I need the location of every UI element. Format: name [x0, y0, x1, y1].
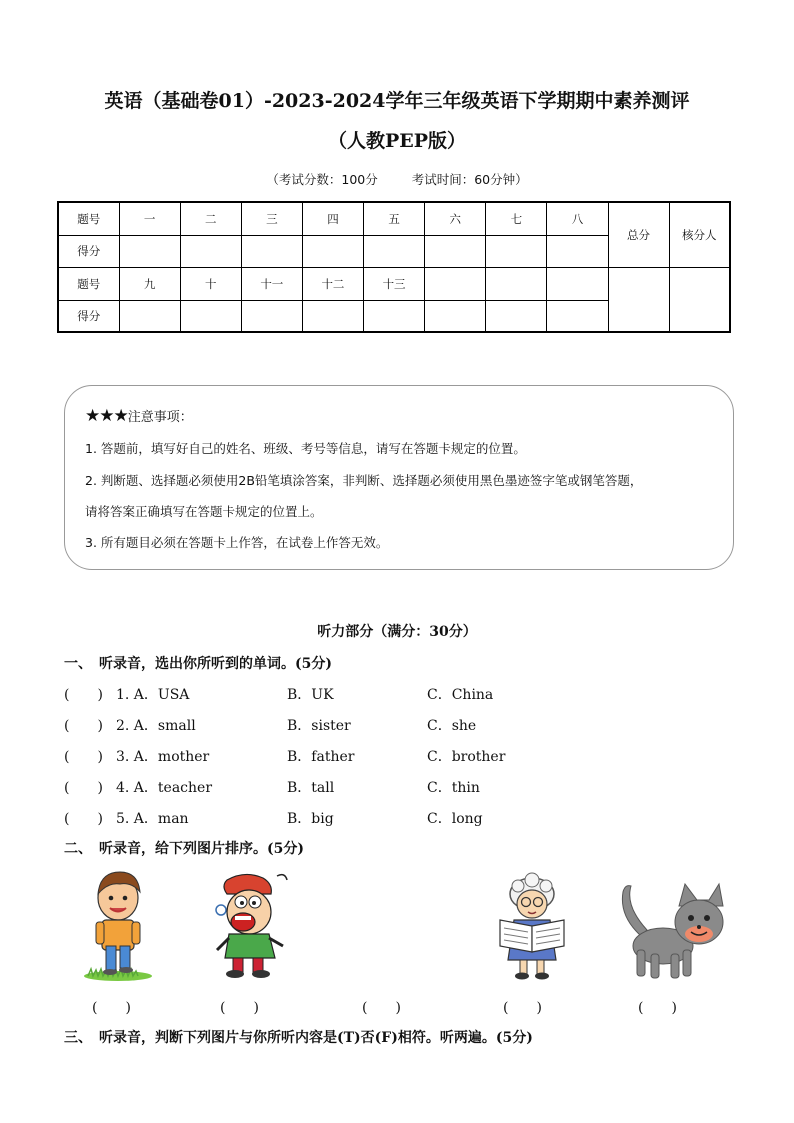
total-score-header: 总分 — [608, 202, 669, 267]
question-row — [64, 684, 744, 704]
notice-item: 请将答案正确填写在答题卡规定的位置上。 — [85, 504, 323, 519]
section3-title: 三、 听录音，判断下列图片与你所听内容是(T)否(F)相符。听两遍。(5分) — [64, 1030, 533, 1046]
picture-answer-paren[interactable]: ( ) — [92, 1000, 131, 1016]
score-input-cell[interactable] — [241, 235, 302, 267]
answer-paren[interactable]: ( ) — [64, 780, 103, 796]
row-label: 题号 — [58, 202, 119, 235]
score-input-cell[interactable] — [425, 300, 486, 332]
listening-section-title: 听力部分（满分：30分） — [317, 624, 477, 640]
score-input-cell[interactable] — [547, 300, 608, 332]
exam-score-info: （考试分数：100分 — [266, 172, 378, 187]
grey-cat-picture — [611, 876, 725, 982]
grandma-reading-picture — [488, 872, 576, 982]
row-label: 得分 — [58, 235, 119, 267]
answer-paren[interactable]: ( ) — [64, 749, 103, 765]
question-row — [64, 715, 744, 735]
question-row — [64, 746, 744, 766]
score-cell: 一 — [119, 202, 180, 235]
option-b: B．sister — [287, 718, 351, 734]
answer-paren[interactable]: ( ) — [64, 687, 103, 703]
option-b: B．UK — [287, 687, 334, 703]
checker-header: 核分人 — [669, 202, 730, 267]
answer-paren[interactable]: ( ) — [64, 811, 103, 827]
notice-heading-text: 注意事项： — [127, 410, 193, 425]
score-cell: 十二 — [302, 267, 363, 300]
option-c: C．China — [427, 687, 494, 703]
picture-answer-paren[interactable]: ( ) — [638, 1000, 677, 1016]
question-row — [64, 777, 744, 797]
score-cell: 十一 — [241, 267, 302, 300]
checker-cell[interactable] — [669, 267, 730, 332]
score-input-cell[interactable] — [364, 235, 425, 267]
notice-heading — [85, 406, 193, 426]
score-input-cell[interactable] — [119, 300, 180, 332]
notice-item: 1. 答题前，填写好自己的姓名、班级、考号等信息，请写在答题卡规定的位置。 — [85, 441, 526, 456]
score-input-cell[interactable] — [180, 300, 241, 332]
exam-time-info: 考试时间：60分钟） — [411, 172, 528, 187]
score-cell: 十三 — [364, 267, 425, 300]
score-cell — [425, 267, 486, 300]
picture-answer-paren[interactable]: ( ) — [220, 1000, 259, 1016]
option-c: C．long — [427, 811, 483, 827]
score-cell: 十 — [180, 267, 241, 300]
exam-info — [0, 170, 794, 188]
option-c: C．she — [427, 718, 477, 734]
score-input-cell[interactable] — [302, 235, 363, 267]
score-input-cell[interactable] — [425, 235, 486, 267]
option-b: B．tall — [287, 780, 335, 796]
option-a: 5. A．man — [116, 811, 189, 827]
option-a: 2. A．small — [116, 718, 196, 734]
row-label: 得分 — [58, 300, 119, 332]
score-cell: 八 — [547, 202, 608, 235]
score-cell — [486, 267, 547, 300]
option-a: 3. A．mother — [116, 749, 210, 765]
star-icon: ★★★ — [85, 406, 128, 426]
score-cell: 三 — [241, 202, 302, 235]
notice-item: 2. 判断题、选择题必须使用2B铅笔填涂答案，非判断、选择题必须使用黑色墨迹签字笔或钢笔答题， — [85, 473, 643, 488]
shouting-kid-picture — [207, 872, 297, 980]
score-input-cell[interactable] — [486, 300, 547, 332]
question-row — [64, 808, 744, 828]
picture-answer-paren[interactable]: ( ) — [503, 1000, 542, 1016]
score-input-cell[interactable] — [119, 235, 180, 267]
score-input-cell[interactable] — [547, 235, 608, 267]
score-cell: 四 — [302, 202, 363, 235]
exam-title: 英语（基础卷01）-2023-2024学年三年级英语下学期期中素养测评 — [104, 90, 690, 112]
boy-picture — [80, 868, 156, 983]
score-input-cell[interactable] — [486, 235, 547, 267]
score-input-cell[interactable] — [180, 235, 241, 267]
option-b: B．father — [287, 749, 355, 765]
score-input-cell[interactable] — [302, 300, 363, 332]
option-c: C．thin — [427, 780, 480, 796]
option-a: 4. A．teacher — [116, 780, 213, 796]
option-a: 1. A．USA — [116, 687, 190, 703]
picture-answer-paren[interactable]: ( ) — [362, 1000, 401, 1016]
score-input-cell[interactable] — [364, 300, 425, 332]
score-cell: 五 — [364, 202, 425, 235]
score-cell: 九 — [119, 267, 180, 300]
row-label: 题号 — [58, 267, 119, 300]
score-table — [57, 201, 731, 333]
score-cell: 七 — [486, 202, 547, 235]
score-cell — [547, 267, 608, 300]
score-cell: 六 — [425, 202, 486, 235]
score-input-cell[interactable] — [241, 300, 302, 332]
exam-subtitle: （人教PEP版） — [327, 130, 467, 152]
score-cell: 二 — [180, 202, 241, 235]
total-score-cell[interactable] — [608, 267, 669, 332]
option-c: C．brother — [427, 749, 506, 765]
section2-title: 二、 听录音，给下列图片排序。(5分) — [64, 841, 304, 857]
option-b: B．big — [287, 811, 334, 827]
section1-title: 一、 听录音，选出你所听到的单词。(5分) — [64, 656, 332, 672]
notice-box — [64, 385, 734, 570]
answer-paren[interactable]: ( ) — [64, 718, 103, 734]
notice-item: 3. 所有题目必须在答题卡上作答，在试卷上作答无效。 — [85, 535, 389, 550]
